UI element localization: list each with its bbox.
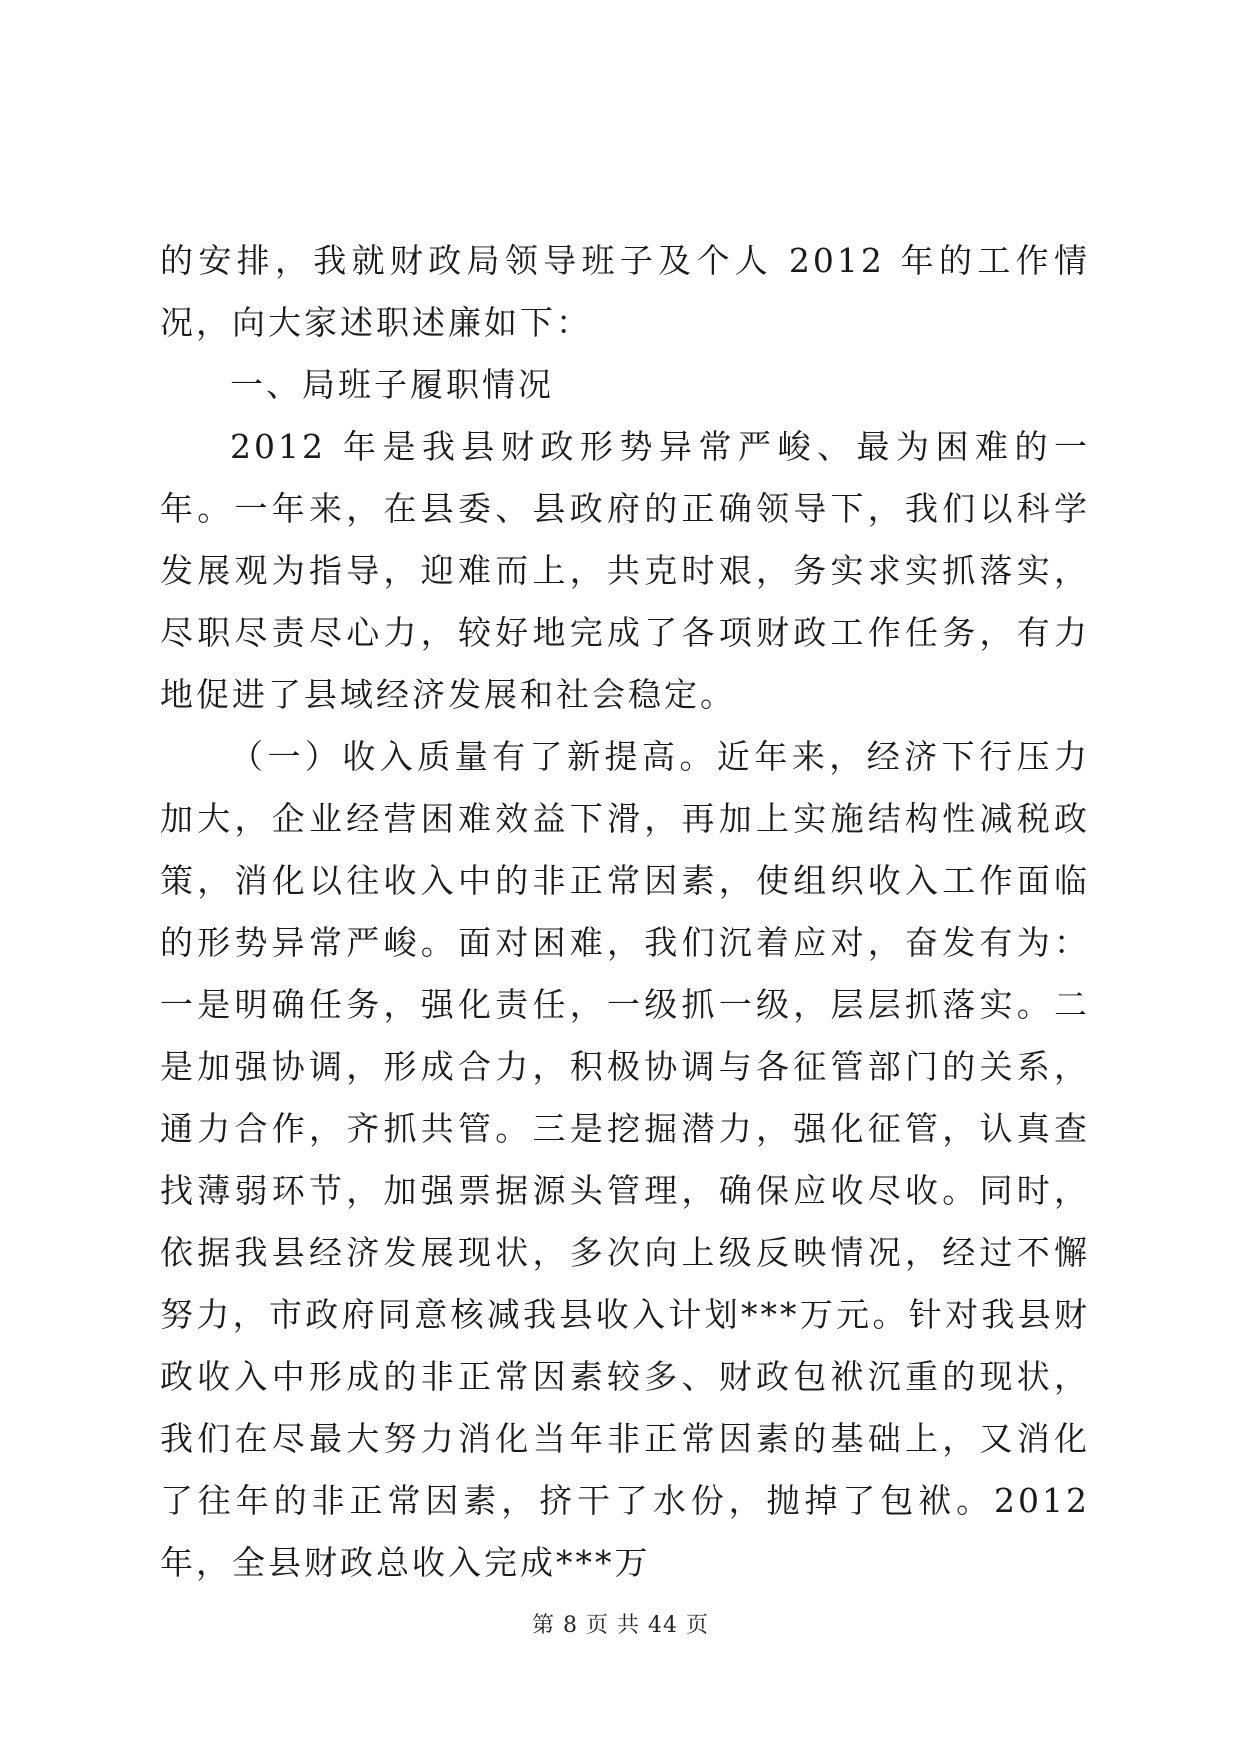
paragraph-revenue: （一）收入质量有了新提高。近年来，经济下行压力加大，企业经营困难效益下滑，再加上实施结构性减税政策，消化以往收入中的非正常因素，使组织收入工作面临的形势异常严峻。面对困难，我们沉着应对，奋发有为：一是明确任务，强化责任，一级抓一级，层层抓落实。二是加强协调，形成合力，积极协调与各征管部门的关系，通力合作，齐抓共管。三是挖掘潜力，强化征管，认真查找薄弱环节，加强票据源头管理，确保应收尽收。同时，依据我县经济发展现状，多次向上级反映情况，经过不懈努力，市政府同意核减我县收入计划***万元。针对我县财政收入中形成的非正常因素较多、财政包袱沉重的现状，我们在尽最大努力消化当年非正常因素的基础上，又消化了往年的非正常因素，挤干了水份，抛掉了包袱。2012 年，全县财政总收入完成***万 <box>160 737 1090 1582</box>
paragraph-overview: 2012 年是我县财政形势异常严峻、最为困难的一年。一年来，在县委、县政府的正确领导下，我们以科学发展观为指导，迎难而上，共克时艰，务实求实抓落实，尽职尽责尽心力，较好地完成了各项财政工作任务，有力地促进了县域经济发展和社会稳定。 <box>160 427 1090 714</box>
page-number-footer: 第 8 页 共 44 页 <box>532 1613 709 1638</box>
section-heading: 一、局班子履职情况 <box>230 365 554 404</box>
paragraph-intro: 的安排，我就财政局领导班子及个人 2012 年的工作情况，向大家述职述廉如下： <box>160 241 1090 342</box>
document-body <box>160 230 1090 1594</box>
